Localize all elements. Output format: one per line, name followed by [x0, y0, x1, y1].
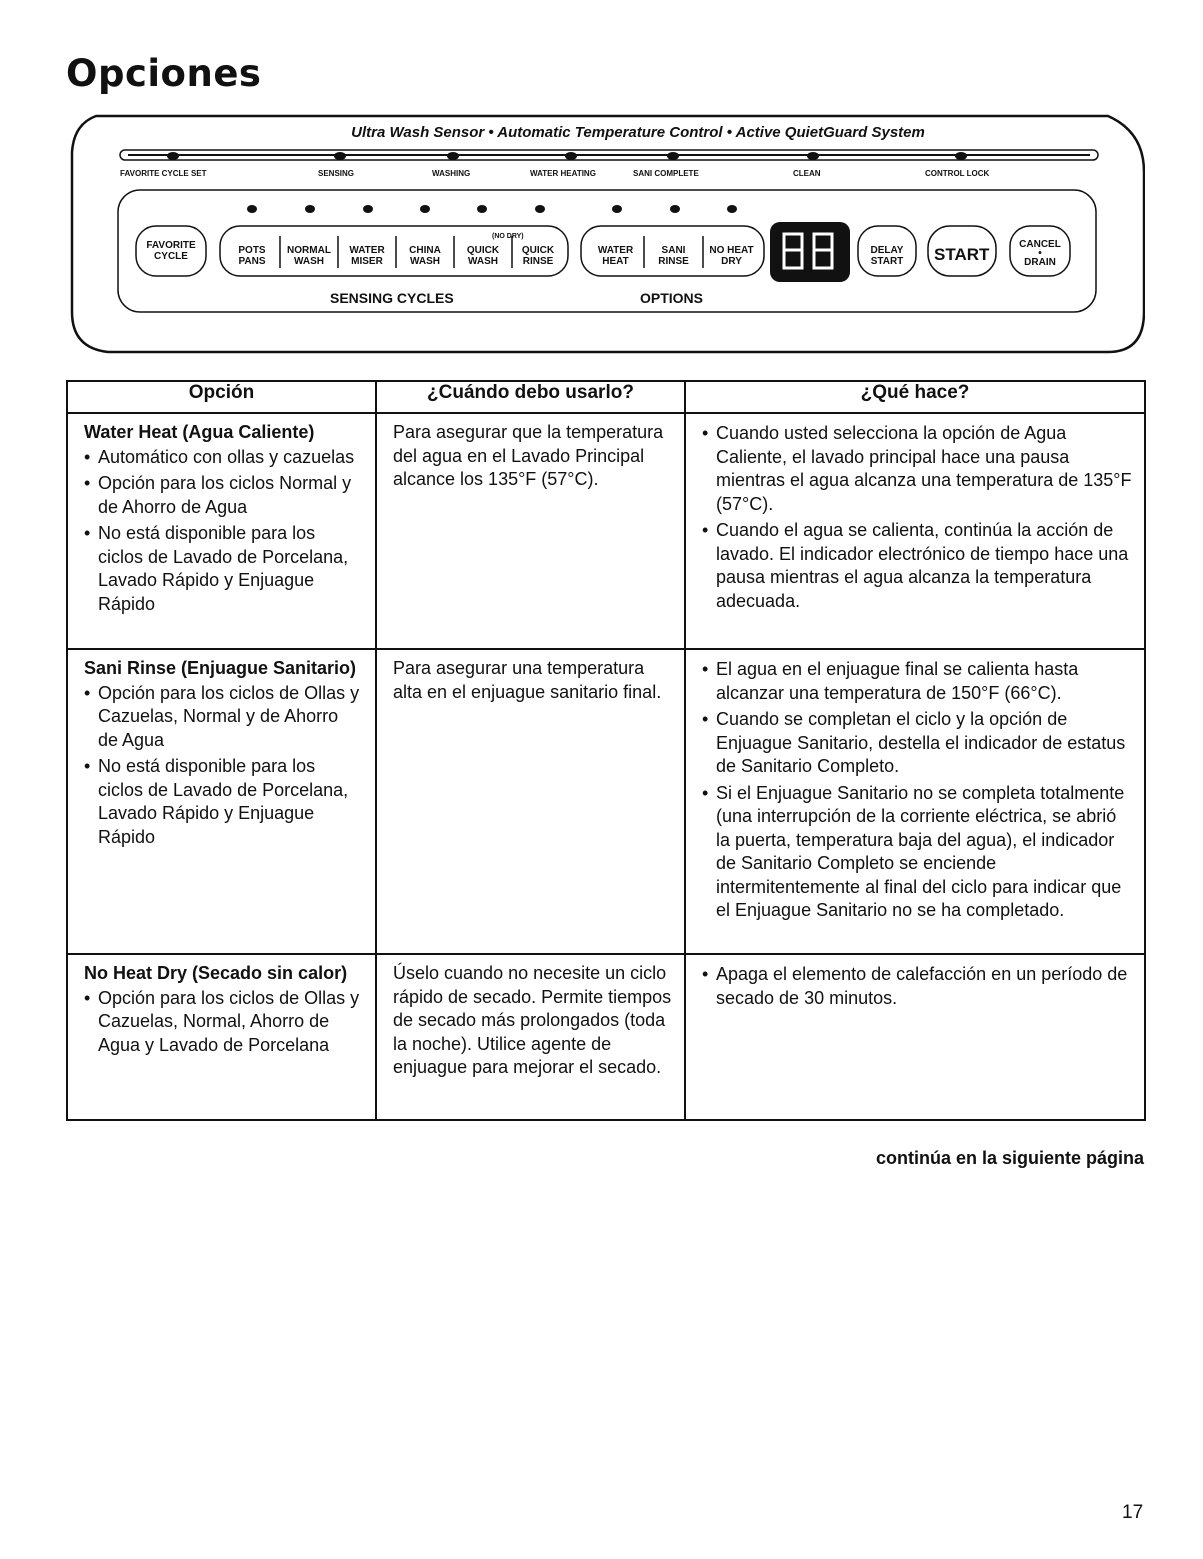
quick-wash-button: QUICK WASH — [466, 245, 500, 267]
what-bullet: • Apaga el elemento de calefacción en un período de secado de 30 minutos. — [702, 963, 1132, 1010]
option-bullet: • No está disponible para los ciclos de Lavado de Porcelana, Lavado Rápido y Enjuague Rápido — [84, 522, 363, 616]
col-header-option: Opción — [67, 381, 376, 413]
no-heat-dry-button: NO HEAT DRY — [709, 245, 754, 267]
control-panel-diagram — [68, 112, 1145, 356]
options-label: OPTIONS — [640, 290, 704, 306]
page-title: Opciones — [66, 52, 262, 95]
what-bullet: • Si el Enjuague Sanitario no se completa totalmente (una interrupción de la corriente eléctrica, se abrió la puerta, temperatura baja del agua), el indicador de Sanitario Completo se enciende intermitentemente al final del ciclo para indicar que el Enjuague Sanitario no se ha completado. — [702, 782, 1132, 923]
option-title: Sani Rinse (Enjuague Sanitario) — [84, 658, 357, 678]
what-cell — [685, 954, 1145, 1120]
water-miser-button: WATER MISER — [349, 245, 385, 267]
option-bullet: • Automático con ollas y cazuelas — [84, 446, 363, 470]
when-cell: Úselo cuando no necesite un ciclo rápido de secado. Permite tiempos de secado más prolongados (toda la noche). Utilice agente de enjuague para mejorar el secado. — [376, 954, 685, 1120]
status-water-heating: WATER HEATING — [530, 169, 596, 178]
pots-pans-button: POTS PANS — [238, 245, 266, 267]
status-sani-complete: SANI COMPLETE — [633, 169, 699, 178]
option-cell — [67, 954, 376, 1120]
col-header-when: ¿Cuándo debo usarlo? — [376, 381, 685, 413]
status-sensing: SENSING — [318, 169, 355, 178]
what-bullet: • El agua en el enjuague final se calienta hasta alcanzar una temperatura de 150°F (66°C). — [702, 658, 1132, 705]
table-row — [67, 413, 1145, 649]
normal-wash-button: NORMAL WASH — [287, 245, 331, 267]
table-header-row — [67, 381, 1145, 413]
sani-rinse-button: SANI RINSE — [658, 245, 689, 267]
table-row — [67, 649, 1145, 954]
option-cell — [67, 649, 376, 954]
status-favorite-cycle-set: FAVORITE CYCLE SET — [120, 169, 207, 178]
panel-header-features: Ultra Wash Sensor • Automatic Temperature Control • Active QuietGuard System — [351, 124, 925, 141]
options-table — [66, 380, 1146, 1121]
what-cell — [685, 649, 1145, 954]
option-cell — [67, 413, 376, 649]
control-panel-outline — [68, 112, 1145, 356]
start-button: START — [934, 245, 990, 264]
status-control-lock: CONTROL LOCK — [925, 169, 990, 178]
option-bullet: • Opción para los ciclos Normal y de Ahorro de Agua — [84, 472, 363, 519]
status-washing: WASHING — [432, 169, 471, 178]
quick-rinse-button: QUICK RINSE — [521, 245, 555, 267]
table-row — [67, 954, 1145, 1120]
what-bullet: • Cuando el agua se calienta, continúa la acción de lavado. El indicador electrónico de tiempo hace una pausa mientras el agua alcanza la temperatura adecuada. — [702, 519, 1132, 613]
what-cell — [685, 413, 1145, 649]
favorite-cycle-button: FAVORITE CYCLE — [146, 240, 196, 262]
option-bullet: • Opción para los ciclos de Ollas y Cazuelas, Normal, Ahorro de Agua y Lavado de Porcelana — [84, 987, 363, 1058]
continues-note: continúa en la siguiente página — [875, 1148, 1144, 1168]
china-wash-button: CHINA WASH — [409, 245, 441, 267]
option-bullet: • No está disponible para los ciclos de Lavado de Porcelana, Lavado Rápido y Enjuague Rápido — [84, 755, 363, 849]
when-cell: Para asegurar una temperatura alta en el enjuague sanitario final. — [376, 649, 685, 954]
page-number: 17 — [1122, 1502, 1144, 1523]
option-title: Water Heat (Agua Caliente) — [84, 422, 315, 442]
when-cell: Para asegurar que la temperatura del agua en el Lavado Principal alcance los 135°F (57°C). — [376, 413, 685, 649]
what-bullet: • Cuando usted selecciona la opción de Agua Caliente, el lavado principal hace una pausa mientras el agua alcanza una temperatura de 135°F (57°C). — [702, 422, 1132, 516]
cancel-drain-button: CANCEL • DRAIN — [1019, 239, 1061, 268]
water-heat-button: WATER HEAT — [597, 245, 634, 267]
delay-start-button: DELAY START — [870, 245, 904, 267]
col-header-what: ¿Qué hace? — [685, 381, 1145, 413]
option-bullet: • Opción para los ciclos de Ollas y Cazuelas, Normal y de Ahorro de Agua — [84, 682, 363, 753]
option-title: No Heat Dry (Secado sin calor) — [84, 963, 348, 983]
no-dry-note: (NO DRY) — [492, 233, 524, 240]
what-bullet: • Cuando se completan el ciclo y la opción de Enjuague Sanitario, destella el indicador de estatus de Sanitario Completo. — [702, 708, 1132, 779]
sensing-cycles-label: SENSING CYCLES — [330, 290, 454, 306]
status-clean: CLEAN — [793, 169, 821, 178]
